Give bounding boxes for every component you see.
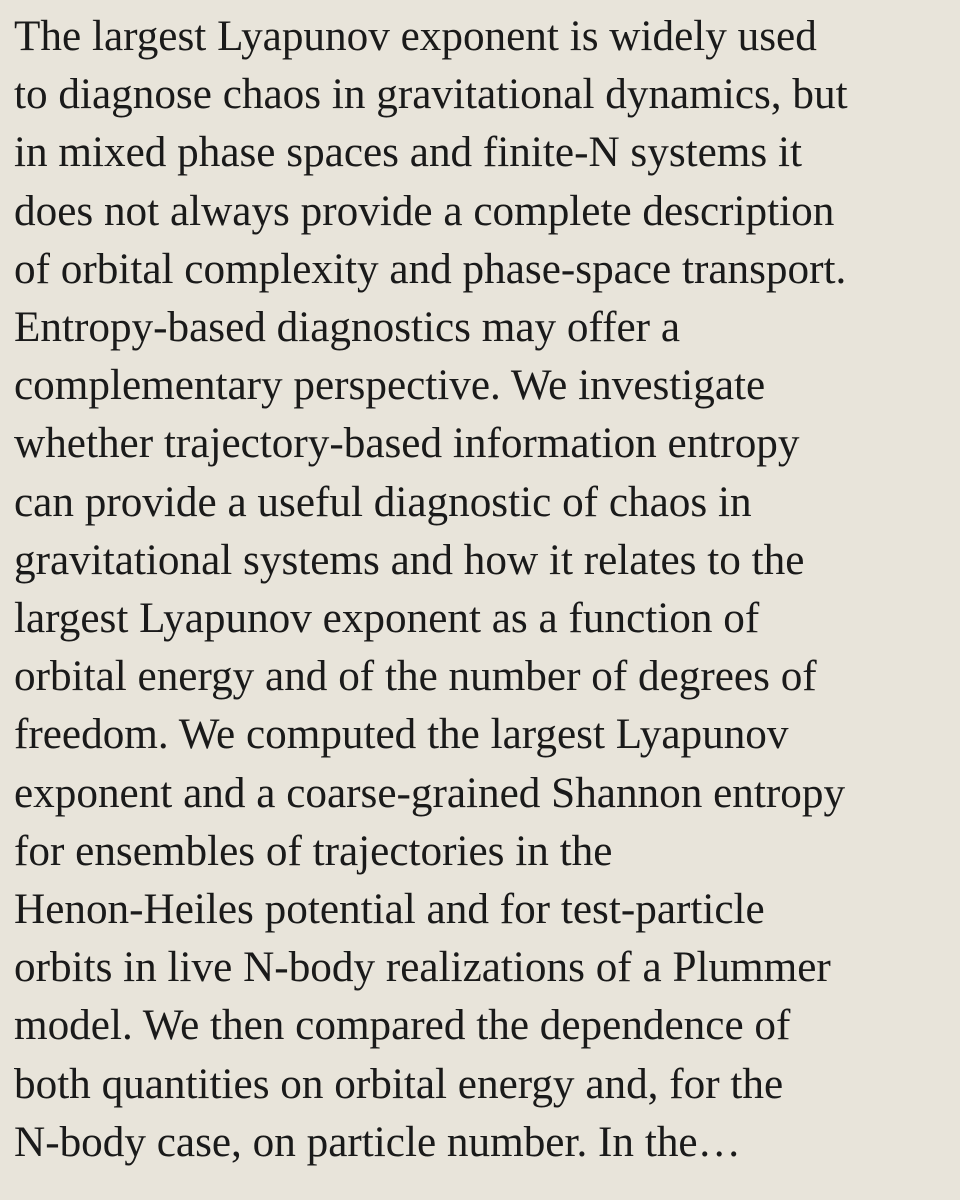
abstract-line: model. We then compared the dependence of [14, 1002, 791, 1050]
abstract-line: Henon-Heiles potential and for test-particle [14, 886, 765, 934]
abstract-line: can provide a useful diagnostic of chaos in [14, 478, 752, 526]
abstract-line: for ensembles of trajectories in the [14, 827, 613, 875]
abstract-line: largest Lyapunov exponent as a function of [14, 595, 760, 643]
abstract-line: both quantities on orbital energy and, for the [14, 1060, 784, 1108]
abstract-line: in mixed phase spaces and finite-N systems it [14, 129, 803, 177]
abstract-text [14, 8, 946, 1172]
abstract-line: The largest Lyapunov exponent is widely used [14, 13, 817, 60]
abstract-line: to diagnose chaos in gravitational dynamics, but [14, 71, 848, 119]
abstract-line: freedom. We computed the largest Lyapunov [14, 711, 789, 759]
abstract-line: exponent and a coarse-grained Shannon entropy [14, 769, 846, 817]
abstract-line: orbital energy and of the number of degrees of [14, 653, 817, 701]
abstract-line: does not always provide a complete description [14, 187, 835, 235]
abstract-line: gravitational systems and how it relates to the [14, 536, 805, 584]
abstract-line: orbits in live N-body realizations of a Plummer [14, 944, 831, 992]
abstract-line: Entropy-based diagnostics may offer a [14, 304, 681, 352]
abstract-line: N-body case, on particle number. In the… [14, 1118, 741, 1166]
abstract-line: complementary perspective. We investigate [14, 362, 766, 410]
abstract-line: of orbital complexity and phase-space transport. [14, 245, 847, 293]
abstract-line: whether trajectory-based information entropy [14, 420, 800, 468]
